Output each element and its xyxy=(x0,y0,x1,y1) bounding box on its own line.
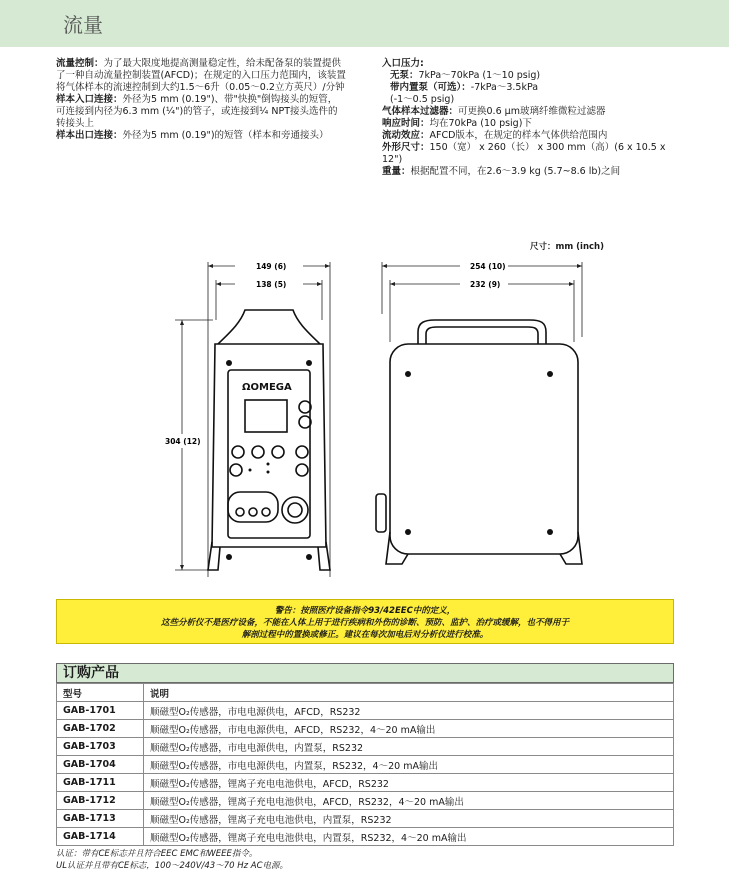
front-view xyxy=(208,310,330,570)
spec-inlet-connection: 样本入口连接：外径为5 mm (0.19")、带"快换"倒钩接头的短管，可连接到内径为6.3 mm (¼")的管子，或连接到¼ NPT接头选件的转接头上 xyxy=(56,94,338,129)
spec-pump: 带内置泵（可选）：-7kPa～3.5kPa xyxy=(390,82,539,93)
spec-filter: 气体样本过滤器：可更换0.6 μm玻璃纤维微粒过滤器 xyxy=(382,106,606,117)
device-drawing xyxy=(150,252,590,587)
right-specs xyxy=(382,58,682,178)
left-specs xyxy=(56,58,346,142)
footnote-certification: 认证：带有CE标志并且符合EEC EMC和WEEE指令。 xyxy=(56,849,258,859)
warning-line-3: 解剖过程中的置换或修正。建议在每次加电后对分析仪进行校准。 xyxy=(241,630,489,640)
spec-flow-control: 流量控制：为了最大限度地提高测量稳定性，给未配备泵的装置提供了一种自动流量控制装置(AFCD)；在规定的入口压力范围内，该装置将气体样本的流速控制到大约1.5～6升（0.05～0.2立方英尺）/分钟 xyxy=(56,58,346,93)
spec-flow-effect: 流动效应：AFCD版本，在规定的样本气体供给范围内 xyxy=(382,130,608,141)
table-row: GAB-1711 顺磁型O₂传感器，锂离子充电电池供电，AFCD，RS232 xyxy=(57,774,674,792)
table-row: GAB-1704 顺磁型O₂传感器，市电电源供电，内置泵，RS232，4～20 mA输出 xyxy=(57,756,674,774)
footnotes xyxy=(56,848,288,872)
footnote-ul: UL认证并且带有CE标志，100～240V/43～70 Hz AC电源。 xyxy=(56,861,289,871)
spec-dimensions: 外形尺寸：150（宽） x 260（长） x 300 mm（高）(6 x 10.5 x 12") xyxy=(382,142,666,165)
section-header xyxy=(0,0,729,47)
side-view xyxy=(376,320,582,564)
order-table-header xyxy=(57,684,674,702)
section-title: 流量 xyxy=(63,13,103,37)
dim-254: 254 (10) xyxy=(470,262,506,271)
dim-304: 304 (12) xyxy=(165,437,201,446)
omega-logo: ΩOMEGA xyxy=(242,382,292,393)
table-row: GAB-1712 顺磁型O₂传感器，锂离子充电电池供电，AFCD，RS232，4～20 mA输出 xyxy=(57,792,674,810)
table-row: GAB-1702 顺磁型O₂传感器，市电电源供电，AFCD，RS232，4～20 mA输出 xyxy=(57,720,674,738)
dimension-unit-note: 尺寸：mm (inch) xyxy=(530,242,604,252)
order-title: 订购产品 xyxy=(56,663,674,683)
table-row: GAB-1713 顺磁型O₂传感器，锂离子充电电池供电，内置泵，RS232 xyxy=(57,810,674,828)
table-row: GAB-1701 顺磁型O₂传感器，市电电源供电，AFCD，RS232 xyxy=(57,702,674,720)
spec-pumpless: 无泵：7kPa～70kPa (1～10 psig) xyxy=(390,70,541,81)
spec-response: 响应时间：均在70kPa (10 psig)下 xyxy=(382,118,532,129)
warning-box xyxy=(56,599,674,644)
dim-138: 138 (5) xyxy=(256,280,287,289)
spec-outlet-connection: 样本出口连接：外径为5 mm (0.19")的短管（样本和旁通接头） xyxy=(56,130,329,141)
dim-149: 149 (6) xyxy=(256,262,287,271)
col-desc: 说明 xyxy=(144,684,674,702)
table-row: GAB-1703 顺磁型O₂传感器，市电电源供电，内置泵，RS232 xyxy=(57,738,674,756)
table-row: GAB-1714 顺磁型O₂传感器，锂离子充电电池供电，内置泵，RS232，4～20 mA输出 xyxy=(57,828,674,846)
col-model: 型号 xyxy=(57,684,144,702)
spec-weight: 重量：根据配置不同，在2.6～3.9 kg (5.7~8.6 lb)之间 xyxy=(382,166,621,177)
order-table xyxy=(56,683,674,846)
warning-line-2: 这些分析仪不是医疗设备，不能在人体上用于进行疾病和外伤的诊断、预防、监护、治疗或缓解，也不得用于 xyxy=(160,618,569,628)
warning-line-1: 警告：按照医疗设备指令93/42EEC中的定义， xyxy=(274,606,456,616)
spec-pump-psig: (-1～0.5 psig) xyxy=(390,94,455,105)
spec-inlet-pressure-label: 入口压力: xyxy=(382,58,424,69)
dim-232: 232 (9) xyxy=(470,280,501,289)
